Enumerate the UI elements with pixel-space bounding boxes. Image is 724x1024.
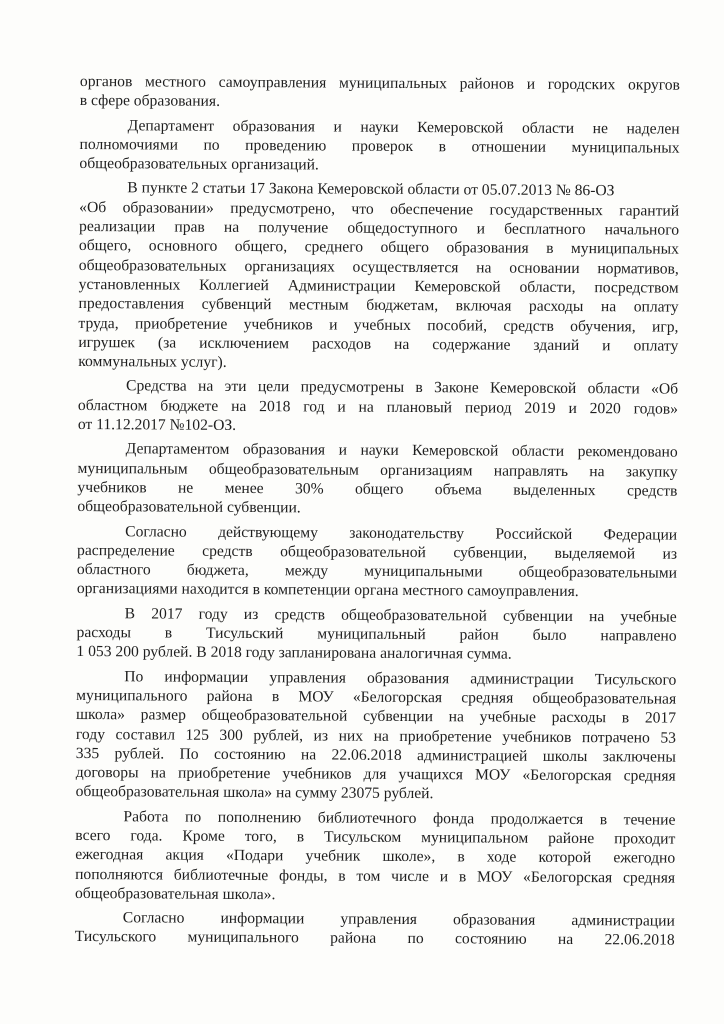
text-line: органов местного самоуправления муниципальных районов и городских округов — [79, 72, 680, 94]
paragraph — [75, 807, 676, 907]
text-line: в сфере образования. — [79, 92, 221, 111]
text-line: от 11.12.2017 №102-ОЗ. — [77, 416, 237, 435]
text-line: ежегодная акция «Подари учебник школе», в ходе которой ежегодно — [75, 846, 676, 867]
text-line: учебников не менее 30% общего объема выделенных средств — [77, 478, 678, 500]
text-line: коммунальных услуг). — [78, 353, 227, 372]
text-line: общеобразовательных организаций. — [79, 155, 319, 174]
paragraph — [77, 439, 677, 520]
text-line: муниципального района в МОУ «Белогорская средняя общеобразовательная — [76, 686, 677, 708]
text-line: В 2017 году из средств общеобразовательной субвенции на учебные — [124, 605, 677, 626]
text-line: 335 рублей. По состоянию на 22.06.2018 администрацией школы заключены — [75, 744, 676, 766]
text-line: общеобразовательной субвенции. — [77, 498, 301, 517]
text-line: областного бюджета, между муниципальными общеобразовательными — [76, 561, 678, 582]
text-line: установленных Коллегией Администрации Кемеровской области, посредством — [78, 275, 679, 297]
text-line: Согласно действующему законодательству Российской Федерации — [125, 522, 678, 544]
text-line: Тисульского муниципального района по состоянию на 22.06.2018 — [74, 928, 675, 950]
text-line: игрушек (за исключением расходов на содержание зданий и оплату — [78, 333, 679, 355]
text-line: расходы в Тисульский муниципальный район было направлено — [76, 624, 677, 645]
text-line: областном бюджете на 2018 год и на плановый период 2019 и 2020 годов» — [77, 396, 679, 418]
text-line: всего года. Кроме того, в Тисульском муниципальном районе проходит — [75, 826, 676, 848]
text-line: Согласно информации управления образования администрации — [122, 909, 675, 930]
paragraph — [75, 908, 675, 950]
paragraph — [78, 178, 679, 375]
text-line: По информации управления образования администрации Тисульского — [124, 667, 677, 689]
text-line: общеобразовательная школа». — [74, 884, 276, 904]
paragraph — [80, 72, 680, 114]
text-line: 1 053 200 рублей. В 2018 году запланирована аналогичная сумма. — [76, 643, 512, 663]
text-line: году составил 125 300 рублей, из них на приобретение учебников потрачено 53 — [75, 725, 676, 747]
text-line: пополняются библиотечные фонды, в том числе и в МОУ «Белогорская средняя — [75, 865, 676, 887]
text-line: предоставления субвенций местным бюджетам, включая расходы на оплату — [78, 295, 679, 316]
text-line: общеобразовательная школа» на сумму 23075 рублей. — [75, 783, 434, 803]
text-line: труда, приобретение учебников и учебных пособий, средств обучения, игр, — [78, 314, 679, 336]
document-body — [75, 72, 680, 955]
text-line: Работа по пополнению библиотечного фонда продолжается в течение — [123, 807, 676, 829]
text-line: В пункте 2 статьи 17 Закона Кемеровской области от 05.07.2013 № 86-ОЗ — [127, 179, 615, 200]
paragraph — [79, 116, 679, 178]
text-line: школа» размер общеобразовательной субвенции на учебные расходы в 2017 — [76, 706, 677, 727]
paragraph — [77, 522, 677, 603]
text-line: «Об образовании» предусмотрено, что обеспечение государственных гарантий — [79, 198, 680, 220]
text-line: реализации прав на получение общедоступного и бесплатного начального — [79, 218, 680, 239]
paragraph — [78, 376, 678, 438]
text-line: общего, основного общего, среднего общего образования в муниципальных — [78, 237, 679, 259]
text-line: Средства на эти цели предусмотрены в Законе Кемеровской области «Об — [126, 377, 679, 399]
paragraph — [76, 604, 676, 666]
text-line: Департамент образования и науки Кемеровской области не наделен — [127, 116, 680, 138]
text-line: Департаментом образования и науки Кемеровской области рекомендовано — [125, 440, 678, 462]
text-line: договоры на приобретение учебников для учащихся МОУ «Белогорская средняя — [75, 764, 676, 785]
text-line: организациями находится в компетенции органа местного самоуправления. — [76, 580, 579, 601]
text-line: общеобразовательных организациях осуществляется на основании нормативов, — [78, 256, 679, 278]
paragraph — [76, 667, 677, 806]
text-line: полномочиями по проведению проверок в отношении муниципальных — [79, 135, 680, 157]
text-line: распределение средств общеобразовательной субвенции, выделяемой из — [77, 541, 678, 563]
text-line: муниципальным общеобразовательным организациям направлять на закупку — [77, 459, 678, 481]
